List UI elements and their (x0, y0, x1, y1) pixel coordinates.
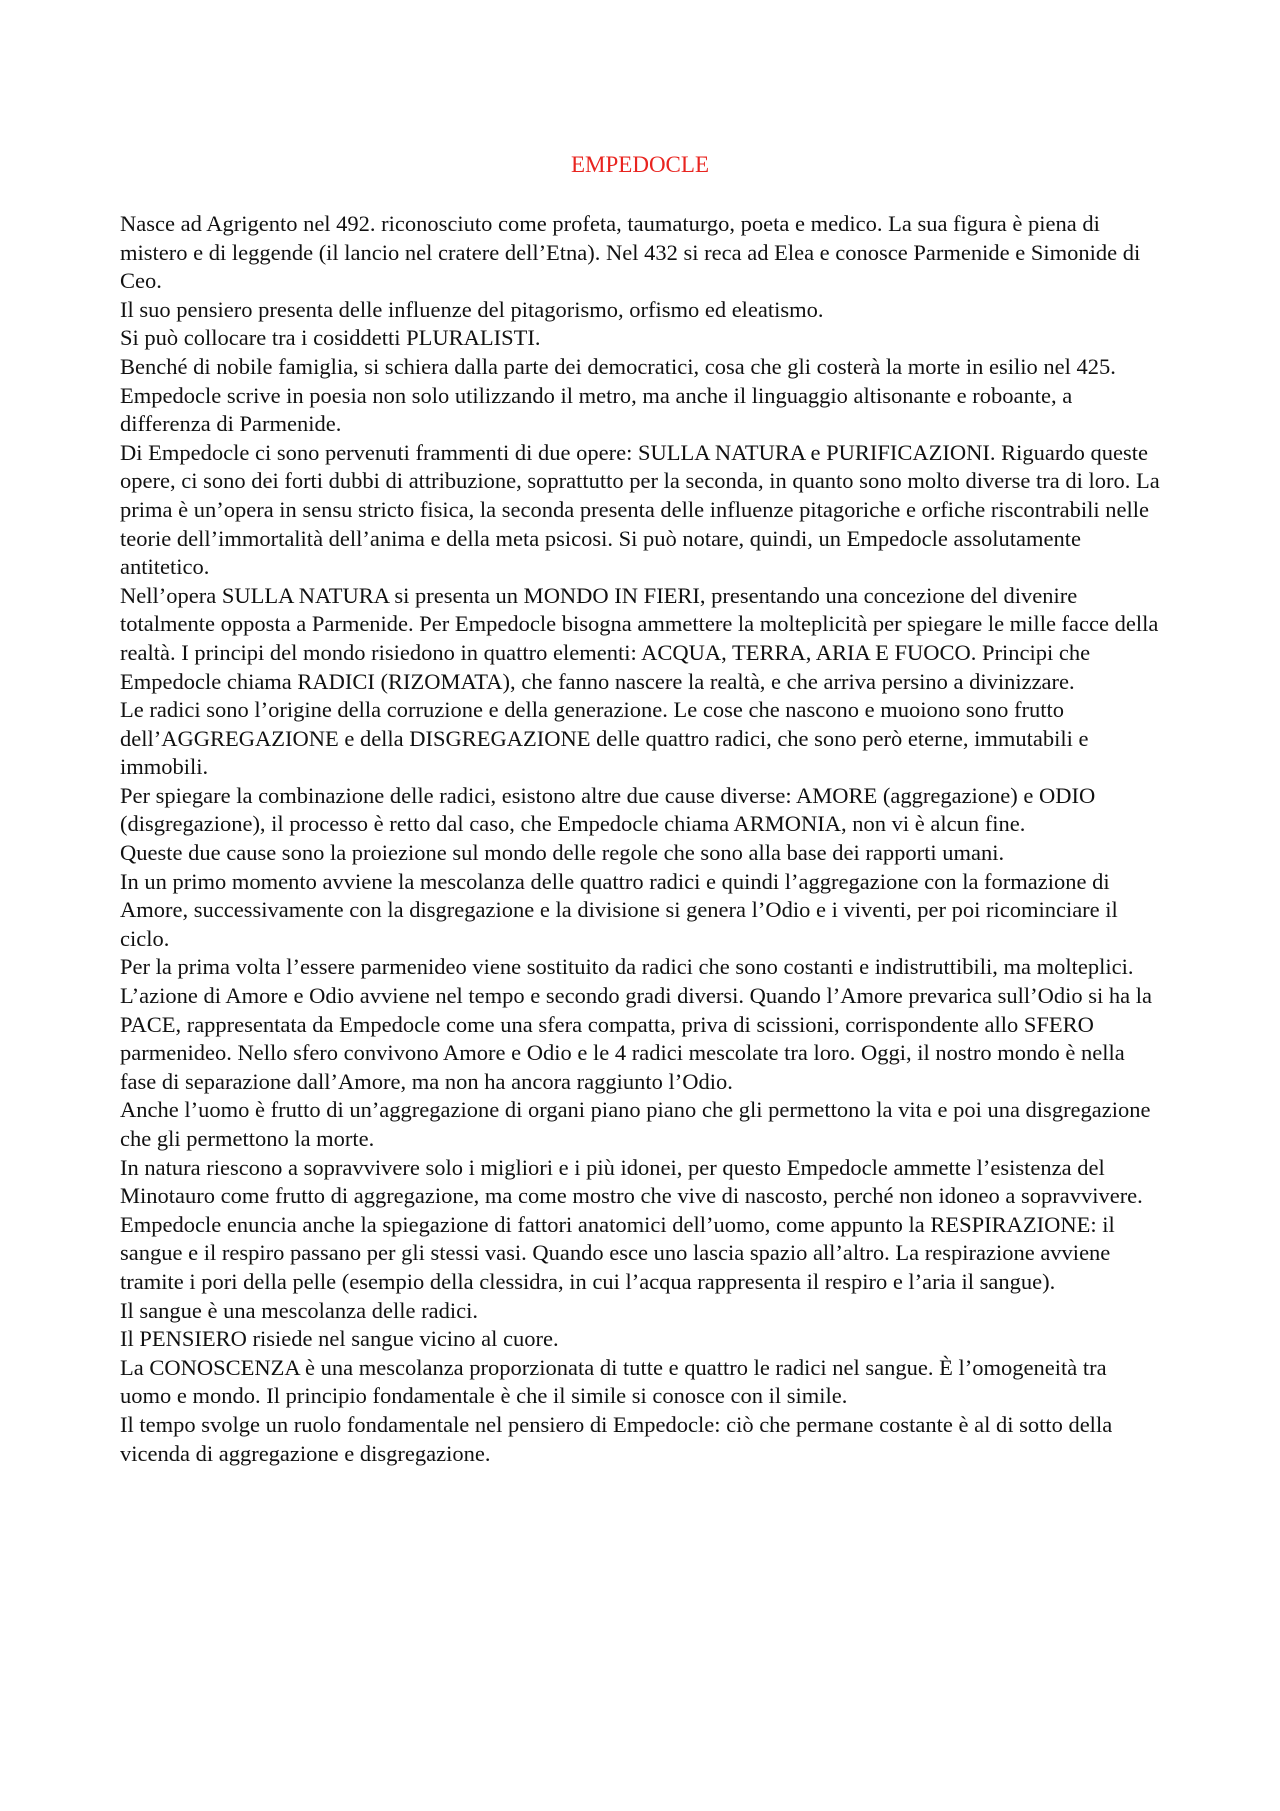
paragraph: Empedocle enuncia anche la spiegazione di fattori anatomici dell’uomo, come appunto la RESPIRAZIONE: il sangue e il respiro passano per gli stessi vasi. Quando esce uno lascia spazio all’altro. La respirazione avviene tramite i pori della pelle (esempio della clessidra, in cui l’acqua rappresenta il respiro e l’aria il sangue). (120, 1211, 1115, 1294)
paragraph: L’azione di Amore e Odio avviene nel tempo e secondo gradi diversi. Quando l’Amore prevarica sull’Odio si ha la PACE, rappresentata da Empedocle come una sfera compatta, priva di scissioni, corrispondente allo SFERO parmenideo. Nello sfero convivono Amore e Odio e le 4 radici mescolate tra loro. Oggi, il nostro mondo è nella fase di separazione dall’Amore, ma non ha ancora raggiunto l’Odio. (120, 983, 1152, 1094)
paragraph: Il suo pensiero presenta delle influenze del pitagorismo, orfismo ed eleatismo. (120, 296, 824, 322)
paragraph: Anche l’uomo è frutto di un’aggregazione di organi piano piano che gli permettono la vita e poi una disgregazione che gli permettono la morte. (120, 1097, 1151, 1151)
paragraph: Nasce ad Agrigento nel 492. riconosciuto come profeta, taumaturgo, poeta e medico. La sua figura è piena di mistero e di leggende (il lancio nel cratere dell’Etna). Nel 432 si reca ad Elea e conosce Parmenide e Simonide di Ceo. (120, 211, 1141, 294)
paragraph: In natura riescono a sopravvivere solo i migliori e i più idonei, per questo Empedocle ammette l’esistenza del Minotauro come frutto di aggregazione, ma come mostro che vive di nascosto, perché non idoneo a sopravvivere. (120, 1154, 1143, 1209)
paragraph: Le radici sono l’origine della corruzione e della generazione. Le cose che nascono e muoiono sono frutto dell’AGGREGAZIONE e della DISGREGAZIONE delle quattro radici, che sono però eterne, immutabili e immobili. (120, 697, 1089, 780)
paragraph: Si può collocare tra i cosiddetti PLURALISTI. (120, 325, 541, 351)
paragraph: Il tempo svolge un ruolo fondamentale nel pensiero di Empedocle: ciò che permane costante è al di sotto della vicenda di aggregazione e disgregazione. (120, 1411, 1113, 1466)
paragraph: Queste due cause sono la proiezione sul mondo delle regole che sono alla base dei rapporti umani. (120, 840, 1005, 866)
paragraph: Il PENSIERO risiede nel sangue vicino al cuore. (120, 1326, 559, 1352)
paragraph: La CONOSCENZA è una mescolanza proporzionata di tutte e quattro le radici nel sangue. È l’omogeneità tra uomo e mondo. Il principio fondamentale è che il simile si conosce con il simile. (120, 1354, 1107, 1409)
paragraph: Di Empedocle ci sono pervenuti frammenti di due opere: SULLA NATURA e PURIFICAZIONI. Riguardo queste opere, ci sono dei forti dubbi di attribuzione, soprattutto per la seconda, in quanto sono molto diverse tra di loro. La prima è un’opera in sensu stricto fisica, la seconda presenta delle influenze pitagoriche e orfiche riscontrabili nelle teorie dell’immortalità dell’anima e della meta psicosi. Si può notare, quindi, un Empedocle assolutamente antitetico. (120, 439, 1160, 580)
paragraph: Empedocle scrive in poesia non solo utilizzando il metro, ma anche il linguaggio altisonante e roboante, a differenza di Parmenide. (120, 382, 1073, 437)
document-body (120, 210, 1160, 1468)
paragraph: Per la prima volta l’essere parmenideo viene sostituito da radici che sono costanti e indistruttibili, ma molteplici. (120, 954, 1134, 980)
paragraph: Benché di nobile famiglia, si schiera dalla parte dei democratici, cosa che gli costerà la morte in esilio nel 425. (120, 353, 1116, 379)
paragraph: Per spiegare la combinazione delle radici, esistono altre due cause diverse: AMORE (aggregazione) e ODIO (disgregazione), il processo è retto dal caso, che Empedocle chiama ARMONIA, non vi è alcun fine. (120, 782, 1096, 837)
paragraph: Il sangue è una mescolanza delle radici. (120, 1297, 478, 1323)
document-title: EMPEDOCLE (571, 152, 709, 177)
paragraph: In un primo momento avviene la mescolanza delle quattro radici e quindi l’aggregazione con la formazione di Amore, successivamente con la disgregazione e la divisione si genera l’Odio e i viventi, per poi ricominciare il ciclo. (120, 868, 1118, 951)
paragraph: Nell’opera SULLA NATURA si presenta un MONDO IN FIERI, presentando una concezione del divenire totalmente opposta a Parmenide. Per Empedocle bisogna ammettere la molteplicità per spiegare le mille facce della realtà. I principi del mondo risiedono in quattro elementi: ACQUA, TERRA, ARIA E FUOCO. Principi che Empedocle chiama RADICI (RIZOMATA), che fanno nascere la realtà, e che arriva persino a divinizzare. (120, 582, 1159, 694)
